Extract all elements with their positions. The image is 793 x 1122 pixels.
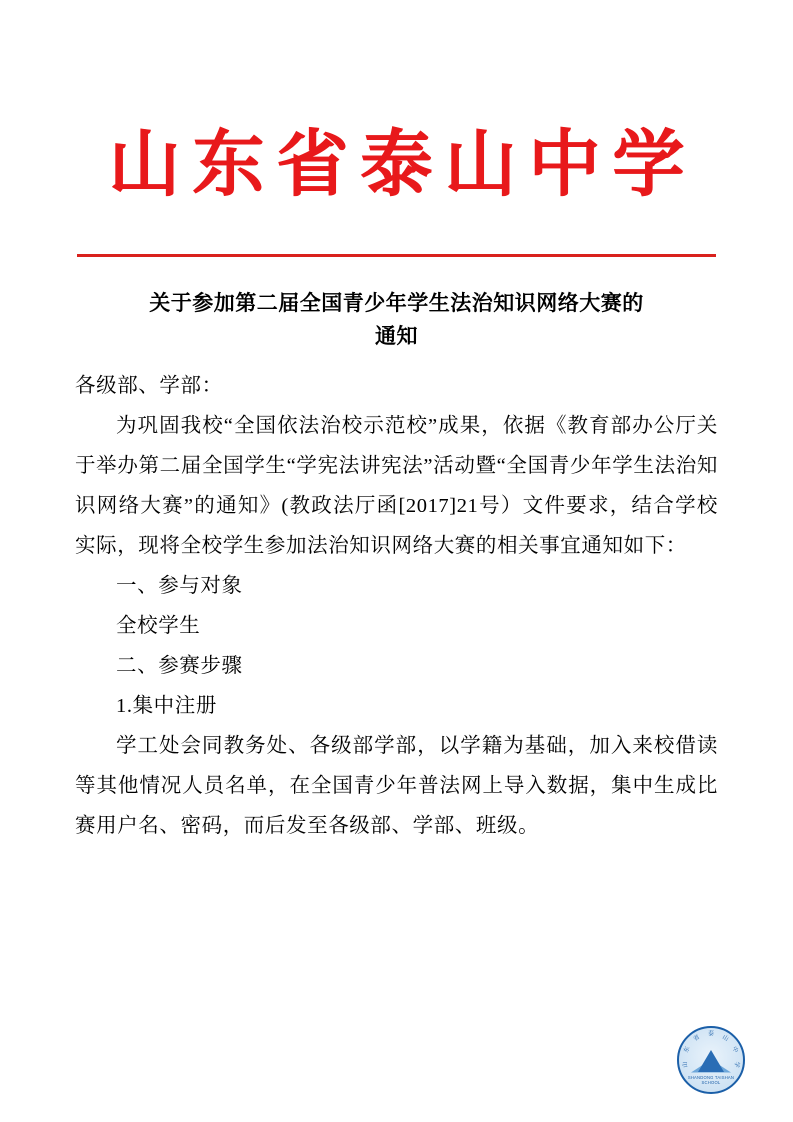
body-paragraph-3: 全校学生 [116, 615, 201, 638]
seal-arc-text: 山 东 省 泰 山 中 学 [682, 1031, 740, 1068]
page-title-line-1: 关于参加第二届全国青少年学生法治知识网络大赛的 [149, 290, 644, 315]
body-paragraph-5: 1.集中注册 [116, 695, 217, 718]
letterhead-divider [77, 254, 716, 257]
page-title [75, 287, 718, 352]
body-paragraph-2: 一、参与对象 [116, 575, 243, 598]
seal-sub-label: SHANDONG TAISHAN SCHOOL [687, 1075, 735, 1085]
letterhead [75, 0, 718, 257]
body-paragraph-1: 为巩固我校“全国依法治校示范校”成果，依据《教育部办公厅关于举办第二届全国学生“学宪法讲宪法”活动暨“全国青少年学生法治知识网络大赛”的通知》(教政法厅函[2017]21号）文件要求，结合学校实际，现将全校学生参加法治知识网络大赛的相关事宜通知如下： [75, 415, 718, 558]
school-name-heading: 山东省泰山中学 [108, 121, 697, 206]
page-title-line-2: 通知 [375, 322, 418, 348]
body-paragraph-4: 二、参赛步骤 [116, 655, 243, 678]
document-body [75, 366, 718, 846]
salutation: 各级部、学部： [75, 375, 223, 398]
school-seal-watermark [677, 1026, 745, 1094]
body-paragraph-6: 学工处会同教务处、各级部学部，以学籍为基础，加入来校借读等其他情况人员名单，在全国青少年普法网上导入数据，集中生成比赛用户名、密码，而后发至各级部、学部、班级。 [75, 735, 718, 838]
